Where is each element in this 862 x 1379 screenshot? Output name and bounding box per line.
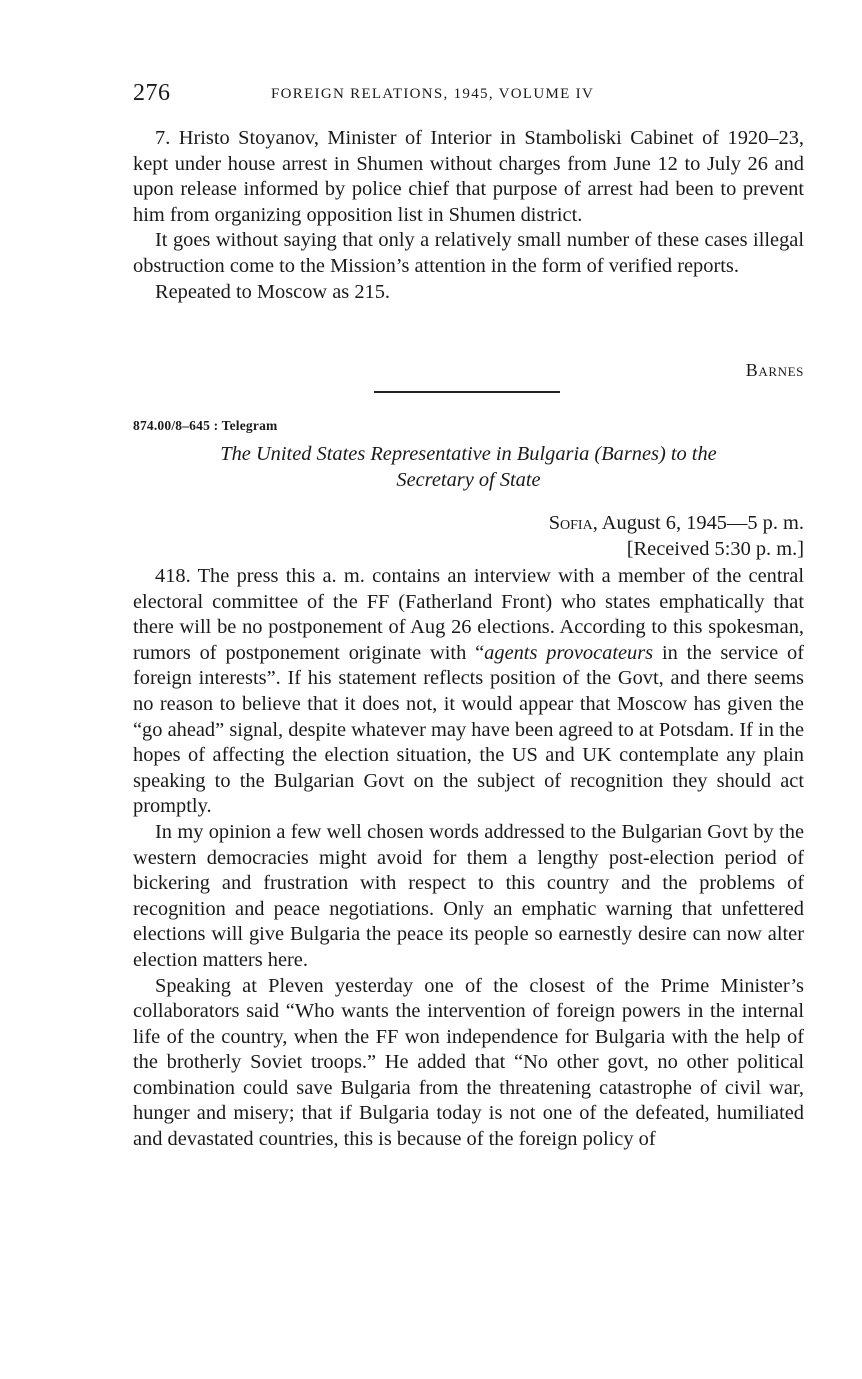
signature: Barnes [745,360,804,380]
file-reference: 874.00/8–645 : Telegram [133,418,278,433]
page-header [133,80,804,110]
previous-document-text [133,126,804,305]
running-head: FOREIGN RELATIONS, 1945, VOLUME IV [271,86,595,102]
telegram-body [133,564,804,1153]
date-place-line [549,511,804,537]
paragraph-item-7: 7. Hristo Stoyanov, Minister of Interior in Stamboliski Cabinet of 1920–23, kept under house arrest in Shumen without charges from June 12 to July 26 and upon release informed by police chief that purpose of arrest had been to prevent him from organizing opposition list in Shumen district. [133,127,804,226]
paragraph-418-italic: agents provocateurs [484,641,654,664]
received-time: [Received 5:30 p. m.] [626,537,804,560]
paragraph-pleven: Speaking at Pleven yesterday one of the closest of the Prime Minister’s collaborators said “Who wants the intervention of foreign powers in the internal life of the country, when the FF won independence for Bulgaria with the help of the brotherly Soviet troops.” He added that “No other govt, no other political combination could save Bulgaria from the threatening catastrophe of civil war, hunger and misery; that if Bulgaria today is not one of the defeated, humiliated and devastated countries, this is because of the foreign policy of [133,974,804,1151]
document-title-line-1: The United States Representative in Bulgaria (Barnes) to the [220,443,717,465]
paragraph-repeated-to: Repeated to Moscow as 215. [155,280,391,303]
paragraph-obstruction-note: It goes without saying that only a relatively small number of these cases illegal obstruction come to the Mission’s attention in the form of verified reports. [133,229,804,277]
dateline [549,511,804,562]
place-name: Sofia [548,512,593,534]
date-time: , August 6, 1945—5 p. m. [592,512,804,534]
paragraph-418-text-b: in the service of foreign interests”. If his statement reflects position of the Govt, and there seems no reason to believe that it does not, it would appear that Moscow has given the “go ahead” signal, despite whatever may have been agreed to at Potsdam. If in the hopes of affecting the election situation, the US and UK contemplate any plain speaking to the Bulgarian Govt on the subject of recognition they should act promptly. [133,641,804,818]
paragraph-418-text-a: 418. The press this a. m. contains an interview with a member of the central electoral committee of the FF (Fatherland Front) who states emphatically that there will be no postponement of Aug 26 elections. According to this spokesman, rumors of postponement originate with “ [133,565,804,664]
page-number: 276 [133,80,171,106]
document-title-line-2: Secretary of State [396,468,541,491]
paragraph-opinion: In my opinion a few well chosen words addressed to the Bulgarian Govt by the western democracies might avoid for them a lengthy post-election period of bickering and frustration with respect to this country and the problems of recognition and peace negotiations. Only an emphatic warning that unfettered elections will give Bulgaria the peace its people so earnestly desire can now alter election matters here. [133,820,804,971]
document-title [133,442,804,493]
paragraph-418 [133,564,804,820]
section-divider [374,391,560,393]
